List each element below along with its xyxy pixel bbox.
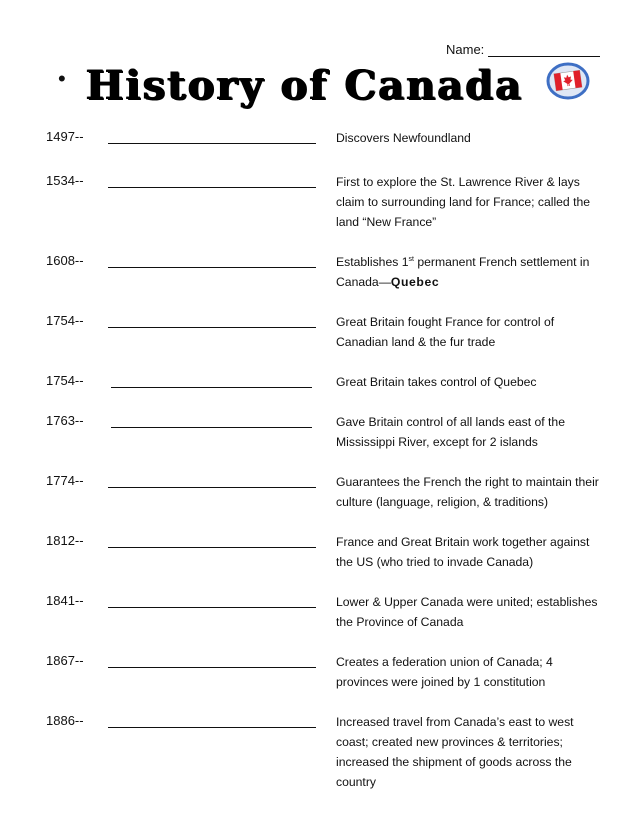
event-description (336, 412, 608, 452)
description-text: Establishes 1 (336, 255, 409, 269)
page-title: History of Canada (86, 62, 524, 109)
event-description (336, 652, 608, 692)
title-bullet: • (58, 66, 66, 91)
year-label: 1886-- (46, 713, 84, 728)
description-text: Creates a federation union of Canada; 4 provinces were joined by 1 constitution (336, 655, 553, 689)
answer-blank-line[interactable] (108, 267, 316, 268)
description-text: Gave Britain control of all lands east of the Mississippi River, except for 2 islands (336, 415, 565, 449)
description-text: Great Britain fought France for control of Canadian land & the fur trade (336, 315, 555, 349)
answer-blank-line[interactable] (108, 143, 316, 144)
year-label: 1754-- (46, 373, 84, 388)
answer-blank-line[interactable] (108, 607, 316, 608)
description-text: Lower & Upper Canada were united; establishes the Province of Canada (336, 595, 598, 629)
event-description (336, 172, 608, 232)
event-description (336, 532, 608, 572)
year-label: 1867-- (46, 653, 84, 668)
answer-blank-line[interactable] (108, 187, 316, 188)
event-description (336, 128, 608, 148)
answer-blank-line[interactable] (108, 327, 316, 328)
year-label: 1754-- (46, 313, 84, 328)
year-label: 1841-- (46, 593, 84, 608)
event-description (336, 372, 608, 392)
year-label: 1497-- (46, 129, 84, 144)
name-blank-line[interactable] (488, 44, 600, 57)
answer-blank-line[interactable] (108, 727, 316, 728)
answer-blank-line[interactable] (111, 427, 312, 428)
answer-blank-line[interactable] (108, 667, 316, 668)
event-description (336, 252, 608, 292)
year-label: 1774-- (46, 473, 84, 488)
answer-blank-line[interactable] (111, 387, 312, 388)
description-text: Guarantees the French the right to maintain their culture (language, religion, & traditions) (336, 475, 599, 509)
name-label: Name: (446, 42, 485, 57)
canada-flag-icon (546, 60, 590, 100)
event-description (336, 592, 608, 632)
description-text: First to explore the St. Lawrence River & lays claim to surrounding land for France; called the land “New France” (336, 175, 591, 229)
event-description (336, 712, 608, 792)
year-label: 1812-- (46, 533, 84, 548)
answer-blank-line[interactable] (108, 547, 316, 548)
year-label: 1534-- (46, 173, 84, 188)
description-text: Discovers Newfoundland (336, 131, 471, 145)
description-text: Increased travel from Canada’s east to west coast; created new provinces & territories; increased the shipment of goods across the country (336, 715, 574, 789)
superscript-text: st (408, 255, 414, 263)
year-label: 1763-- (46, 413, 84, 428)
answer-blank-line[interactable] (108, 487, 316, 488)
event-description (336, 472, 608, 512)
description-text: Great Britain takes control of Quebec (336, 375, 537, 389)
year-label: 1608-- (46, 253, 84, 268)
description-text: permanent French settlement in Canada— (336, 255, 590, 289)
description-text: France and Great Britain work together against the US (who tried to invade Canada) (336, 535, 590, 569)
event-description (336, 312, 608, 352)
emphasis-text: Quebec (390, 275, 440, 289)
name-field (446, 42, 600, 57)
